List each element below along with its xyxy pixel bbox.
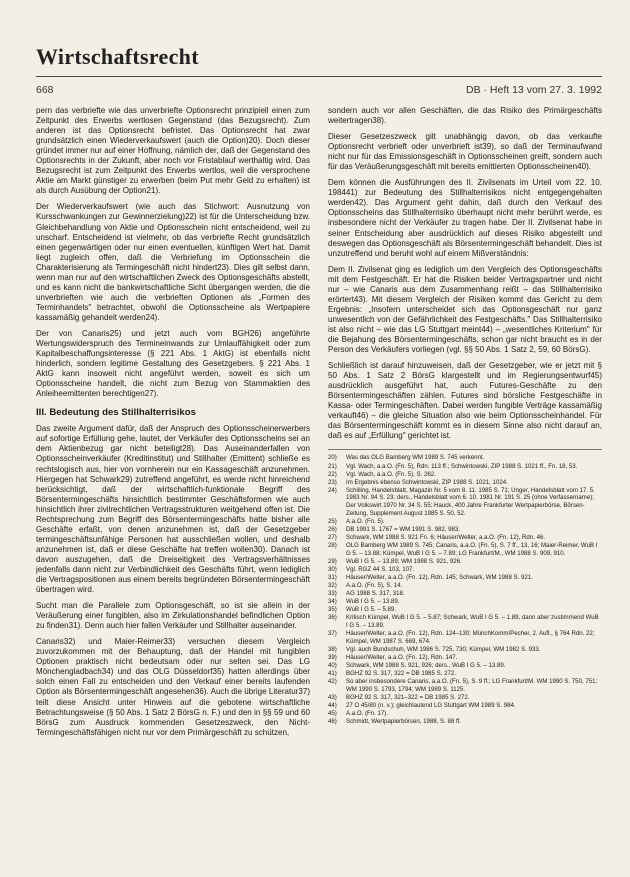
footnote xyxy=(328,590,602,598)
paragraph: Sucht man die Parallele zum Optionsgeschäft, so ist sie allein in der Veräußerung einer fungiblen, also im Zirkulationshandel befindlichen Option zu finden31). Denn auch hier fallen Verkäufer und Stillhalter auseinander. xyxy=(36,601,310,631)
footnote-number: 21) xyxy=(328,462,337,470)
footnote-text: DB 1991 S. 1767 = WM 1991 S. 982, 983. xyxy=(346,525,460,533)
paragraph: sondern auch vor allen Geschäften, die das Risiko des Primärgeschäfts weitertragen38). xyxy=(328,106,602,126)
footnote-text: Was das OLG Bamberg WM 1989 S. 745 verkennt. xyxy=(346,454,485,462)
footnote-number: 20) xyxy=(328,454,337,462)
footnote-text: OLG Bamberg WM 1989 S. 745; Canaris, a.a.O. (Fn. 5), S. 7 ff., 13, 16; Maier-Reimer, WuB I G 5. – 13.88; Kümpel, WuB I G 5. – 7.89; LG Frankfurt/M., WM 1988 S. 909, 910. xyxy=(346,541,598,557)
footnote-number: 38) xyxy=(328,645,337,653)
text-columns xyxy=(36,106,602,867)
footnote-number: 45) xyxy=(328,709,337,717)
footnote xyxy=(328,710,602,718)
footnote xyxy=(328,662,602,670)
footnote-text: 27 O 45/80 (n. v.); gleichlautend LG Stuttgart WM 1989 S. 984. xyxy=(346,701,516,709)
right-column xyxy=(328,106,602,867)
footnote-text: Schwark, WM 1988 S. 921, 926; ders., WuB I G 5. – 13.89. xyxy=(346,661,506,669)
footnote-text: A.a.O. (Fn. 5). xyxy=(346,517,385,525)
paragraph: Dem II. Zivilsenat ging es lediglich um den Vergleich des Optionsgeschäfts mit dem Festgeschäft. Er hat die Risiken beider Vertragspartner und nicht nur – wie Canaris aus dem Zusammenhang reißt – das Stillhalterrisiko erörtert43). Mit diesem Vergleich der Risiken kommt das Gericht zu dem Ergebnis: „Insofern unterscheidet sich das Optionsgeschäft nur ganz unwesentlich von der Gefährlichkeit des Festgeschäfts." Das Stillhalterrisiko ist also nicht – wie das LG Stuttgart meint44) – „wesentliches Kriterium" für die Bejahung des Börsentermingeschäfts, schon gar nicht braucht es in der Person des Verkäufers vorliegen (vgl. §§ 50 Abs. 1 Satz 2, 59, 60 BörsG). xyxy=(328,264,602,355)
section-heading: III. Bedeutung des Stillhalterrisikos xyxy=(36,407,196,419)
footnote xyxy=(328,542,602,557)
paragraph: Der Wiederverkaufswert (wie auch das Stichwort: Ausnutzung von Kursschwankungen zur Gewinnerzielung)22) ist für die Unterscheidung bzw. Gleichbehandlung von Aktie und Optionsschein nicht entscheidend, weil zu unscharf. Entscheidend ist vielmehr, ob das verbriefte Recht grundsätzlich einen gegenwärtigen oder nur einen eventuellen, künftigen Wert hat. Damit liegt zugleich offen, daß die Verbriefung im Optionsschein die Charakterisierung als Termingeschäft nicht hindert23). Dies gilt selbst dann, wenn man nur auf den wirtschaftlichen Zweck des Optionsgeschäfts abstellt, und es kann nicht die bankwirtschaftliche Sicht übergangen werden, die die unverbrieften wie auch die verbrieften Optionen als „Formen des Terminhandels" betrachtet, obwohl die Optionsscheine als Wertpapiere kassamäßig gehandelt werden24). xyxy=(36,202,310,322)
footnote xyxy=(328,702,602,710)
footnote-number: 34) xyxy=(328,598,337,606)
footnote xyxy=(328,566,602,574)
footnote-text: Vgl. Wach, a.a.O. (Fn. 5), S. 262. xyxy=(346,470,436,478)
footnote-number: 43) xyxy=(328,693,337,701)
footnote-text: Vgl. auch Bundschuh, WM 1986 S. 725, 730; Kümpel, WM 1982 S. 933. xyxy=(346,645,541,653)
footnote xyxy=(328,487,602,517)
footnote xyxy=(328,463,602,471)
footnote-number: 27) xyxy=(328,533,337,541)
footnote-text: Schilling, Handelsblatt, Magazin Nr. 5 vom 8. 11. 1985 S. 71; Unger, Handelsblatt vom 17. 5. 1983 Nr. 94 S. 23; ders., Handelsblatt vom 6. 10. 1981 Nr. 191 S. 25 (ohne Verfassername); Der Volkswirt 1970 Nr. 34 S. 55; Hauck, 400 Jahre Frankfurter Wertpapierbörse, Börsen-Zeitung, Supplement August 1985 S. 50, 52. xyxy=(346,486,595,517)
page-header xyxy=(36,44,602,77)
footnote-number: 35) xyxy=(328,606,337,614)
footnote-text: Kritisch Kümpel, WuB I G 5. – 5.87; Schwark, WuB I G 5. – 1.89, dann aber zustimmend WuB I G 5. – 13.89. xyxy=(346,614,599,629)
footnote-number: 32) xyxy=(328,581,337,589)
footnote xyxy=(328,558,602,566)
footnote-number: 24) xyxy=(328,486,337,494)
footnote-text: So aber insbesondere Canaris, a.a.O. (Fn. 5), S. 9 ff.; LG Frankfurt/M. WM 1990 S. 750, 751; WM 1990 S. 1793, 1794; WM 1989 S. 1125. xyxy=(346,678,598,693)
paragraph: Dem können die Ausführungen des II. Zivilsenats im Urteil vom 22. 10. 198441) zur Bedeutung des Stillhalterrisikos nicht entgegengehalten werden42). Das Argument geht dahin, daß durch den Verkauf des Optionsscheins das Stillhalterrisiko überhaupt nicht mehr berührt werde, es insbesondere nicht der Verkäufer zu tragen habe. Der II. Zivilsenat habe in seiner Entscheidung aber ausdrücklich auf dieses Risiko abgestellt und deswegen das Optionsgeschäft als Börsentermingeschäft behandelt. Dies ist unzutreffend und beruht wohl auf einem Mißverständnis: xyxy=(328,178,602,258)
footnote-text: WuB I G 5. – 13.89; WM 1988 S. 921, 926. xyxy=(346,557,462,565)
issue-info: DB · Heft 13 vom 27. 3. 1992 xyxy=(466,84,602,96)
paragraph: Der von Canaris25) und jetzt auch vom BGH26) angeführte Wertungswiderspruch des Termineinwands zur Umlauffähigkeit oder zum Kapitalbeschaffungsinteresse (§ 221 Abs. 1 AktG) ist ebenfalls nicht hinderlich, sondern legitime Gestaltung des Gesetzgebers. § 221 Abs. 1 AktG kann insoweit nicht angeführt werden, soweit es sich um Optionsscheine handelt, die nicht zum Bezug von Stammaktien des Anleiheemittenten berechtigen27). xyxy=(36,328,310,399)
footnote-number: 40) xyxy=(328,661,337,669)
paragraph: Schließlich ist darauf hinzuweisen, daß der Gesetzgeber, wie er jetzt mit § 50 Abs. 1 Satz 2 BörsG klargestellt und im Regierungsentwurf45) ausdrücklich ausgeführt hat, auch Futures-Geschäfte zu den Börsentermingeschäften zählen. Futures sind börsliche Festgeschäfte in Kassa- oder Termingeschäften. Dabei werden fungible Verträge kassamäßig verkauft46) – die gleiche Situation also wie beim Optionsscheinhandel. Für das Börsentermingeschäft kommt es in diesem Sinne also nicht darauf an, daß es auf „Erfüllung" gerichtet ist. xyxy=(328,361,602,441)
footnote xyxy=(328,718,602,726)
footnote-text: BGHZ 92 S. 317, 321–322 = DB 1985 S. 272. xyxy=(346,693,470,701)
footnote-number: 31) xyxy=(328,573,337,581)
footnote-number: 25) xyxy=(328,517,337,525)
footnote-text: Schmidt, Wertpapierbörsen, 1988, S. 88 ff. xyxy=(346,718,461,726)
footnote-number: 42) xyxy=(328,678,337,686)
footnote-number: 39) xyxy=(328,653,337,661)
footnote-text: Vgl. RGZ 44 S. 103, 107. xyxy=(346,565,415,573)
footnote-text: WuB I G 5. – 5.89. xyxy=(346,606,397,614)
paragraph: Das zweite Argument dafür, daß der Anspruch des Optionsscheinerwerbers auf sofortige Erfüllung gehe, lautet, der Verkäufer des Optionsscheins sei an dem Aktienbezug gar nicht beteiligt28). Das Auseinanderfallen von Optionsscheinverkäufer (Kreditinstitut) und Stillhalter (Emittent) schließe es rechtslogisch aus, hier von vornherein nur ein Kassageschäft anzunehmen. Hiergegen hat Schwark29) zutreffend angeführt, es werde nicht hinreichend berücksichtigt, daß der wirtschaftlich-funktionale Begriff des Börsentermingeschäfts hinsichtlich bestimmter Geschäftsformen wie auch hinsichtlich ihrer zivilrechtlichen Vertragsstrukturen weitgehend offen ist. Die Rechtsprechung zum Begriff des Börsentermingeschäfts hatte bisher alle Geschäfte erfaßt, von denen anzunehmen ist, daß der Gesetzgeber termingeschäftsunfähige Personen hat ausschließen wollen, und deshalb anzunehmen ist, daß er diese Geschäfte hat treffen wollen30). Danach ist davon auszugehen, daß die Dreiseitigkeit des Vertragsverhältnisses jedenfalls dann nicht zur Verbindlichkeit des Geschäfts führt, wenn lediglich die Vertragspositionen aus einem bereits begründeten Börsentermingeschäft übertragen wird. xyxy=(36,424,310,595)
footnotes xyxy=(328,449,602,725)
footnote xyxy=(328,654,602,662)
footnote xyxy=(328,646,602,654)
footnote-text: Im Ergebnis ebenso Schwintowski, ZIP 1988 S. 1021, 1024. xyxy=(346,478,508,486)
footnote-text: Häuser/Welter, a.a.O. (Fn. 12), Rdn. 145; Schwark, WM 1988 S. 921. xyxy=(346,573,533,581)
footnote-number: 36) xyxy=(328,614,337,622)
section-title: Wirtschaftsrecht xyxy=(36,44,199,69)
footnote-number: 22) xyxy=(328,470,337,478)
footnote xyxy=(328,606,602,614)
footnote xyxy=(328,471,602,479)
footnote-number: 41) xyxy=(328,669,337,677)
footnote-number: 26) xyxy=(328,525,337,533)
footnote-text: Schwark, WM 1988 S. 921 Fn. 6; Häuser/Welter, a.a.O. (Fn. 12), Rdn. 46. xyxy=(346,533,546,541)
footnote-number: 46) xyxy=(328,718,337,726)
footnote xyxy=(328,534,602,542)
footnote xyxy=(328,582,602,590)
footnote-number: 30) xyxy=(328,565,337,573)
footnote-text: AG 1988 S. 317, 318. xyxy=(346,590,405,598)
footnote-number: 29) xyxy=(328,557,337,565)
page-number: 668 xyxy=(36,84,54,96)
footnote-number: 44) xyxy=(328,701,337,709)
footnote-text: BGHZ 92 S. 317, 322 = DB 1985 S. 272. xyxy=(346,669,456,677)
footnote xyxy=(328,479,602,487)
footnote xyxy=(328,670,602,678)
footnote xyxy=(328,630,602,645)
footnote xyxy=(328,598,602,606)
footnote xyxy=(328,518,602,526)
footnote-text: Häuser/Welter, a.a.O. (Fn. 12), Rdn. 124–130; MünchKomm/Pecher, 2. Aufl., § 764 Rdn. 22; Kümpel, WM 1987 S. 669, 674. xyxy=(346,630,595,645)
footnote-text: Vgl. Wach, a.a.O. (Fn. 5), Rdn. 113 ff.; Schwintowski, ZIP 1988 S. 1021 ff., Fn. 18, 53. xyxy=(346,462,578,470)
footnote-number: 23) xyxy=(328,478,337,486)
paragraph: Dieser Gesetzeszweck gilt unabhängig davon, ob das verkaufte Optionsrecht verbrieft oder unverbrieft ist39), so daß der Terminaufwand nicht nur für das Emissionsgeschäft in Optionsscheinen greift, sondern auch für das Veräußerungsgeschäft mit bereits emittierten Optionsscheinen40). xyxy=(328,132,602,172)
footnote xyxy=(328,454,602,462)
paragraph: pern das verbriefte wie das unverbriefte Optionsrecht prinzipiell einen zum Zeitpunkt des Erwerbs wertlosen Gegenstand (das Bezugsrecht). Zum anderen ist das Optionsrecht befristet. Das Optionsrecht hat zwar grundsätzlich einen Wiederverkaufswert (auch die Option)20). Doch dieser gründet immer nur auf einer Hoffnung, nämlich der, daß der Gegenstand des Optionsrechts in der Zukunft, aber noch vor Fristablauf werthaltig wird. Das Bezugsrecht ist zum Zeitpunkt des Erwerbs wertlos, weil die versprochene Aktie am Markt günstiger zu erwerben (beim Put mehr Geld zu erhalten) ist als durch Ausübung der Option21). xyxy=(36,106,310,196)
footnote-text: A.a.O. (Fn. 5), S. 14. xyxy=(346,581,403,589)
footnote-number: 28) xyxy=(328,541,337,549)
footnote-text: A.a.O. (Fn. 17). xyxy=(346,709,388,717)
footnote-number: 33) xyxy=(328,590,337,598)
left-column xyxy=(36,106,310,867)
footnote xyxy=(328,614,602,629)
footnote xyxy=(328,694,602,702)
paragraph: Canaris32) und Maier-Reimer33) versuchen diesem Vergleich zuvorzukommen mit der Behauptung, daß der Handel mit fungiblen Optionen praktisch nicht bedeutsam oder nur selten sei. Das LG Mönchengladbach34) und das OLG Düsseldorf35) hatten allerdings über solch einen Fall zu entscheiden und den Verkauf einer bereits laufenden Option als Börsentermingeschäft angesehen36). Auch die übrige Literatur37) teilt diese Ansicht unter Hinweis auf die gebotene wirtschaftliche Betrachtungsweise (§ 50 Abs. 1 Satz 2 BörsG n. F.) und den in §§ 59 und 60 BörsG zum Ausdruck kommenden Gesetzeszweck, den Nicht-Termingeschäftsfähigen nicht nur vor dem Primärgeschäft zu schützen, xyxy=(36,637,310,737)
footnote xyxy=(328,678,602,693)
footnote-text: Häuser/Welter, a.a.O. (Fn. 12), Rdn. 147. xyxy=(346,653,458,661)
footnote xyxy=(328,526,602,534)
footnote xyxy=(328,574,602,582)
footnote-text: WuB I G 5. – 13.89. xyxy=(346,598,400,606)
footnote-number: 37) xyxy=(328,630,337,638)
